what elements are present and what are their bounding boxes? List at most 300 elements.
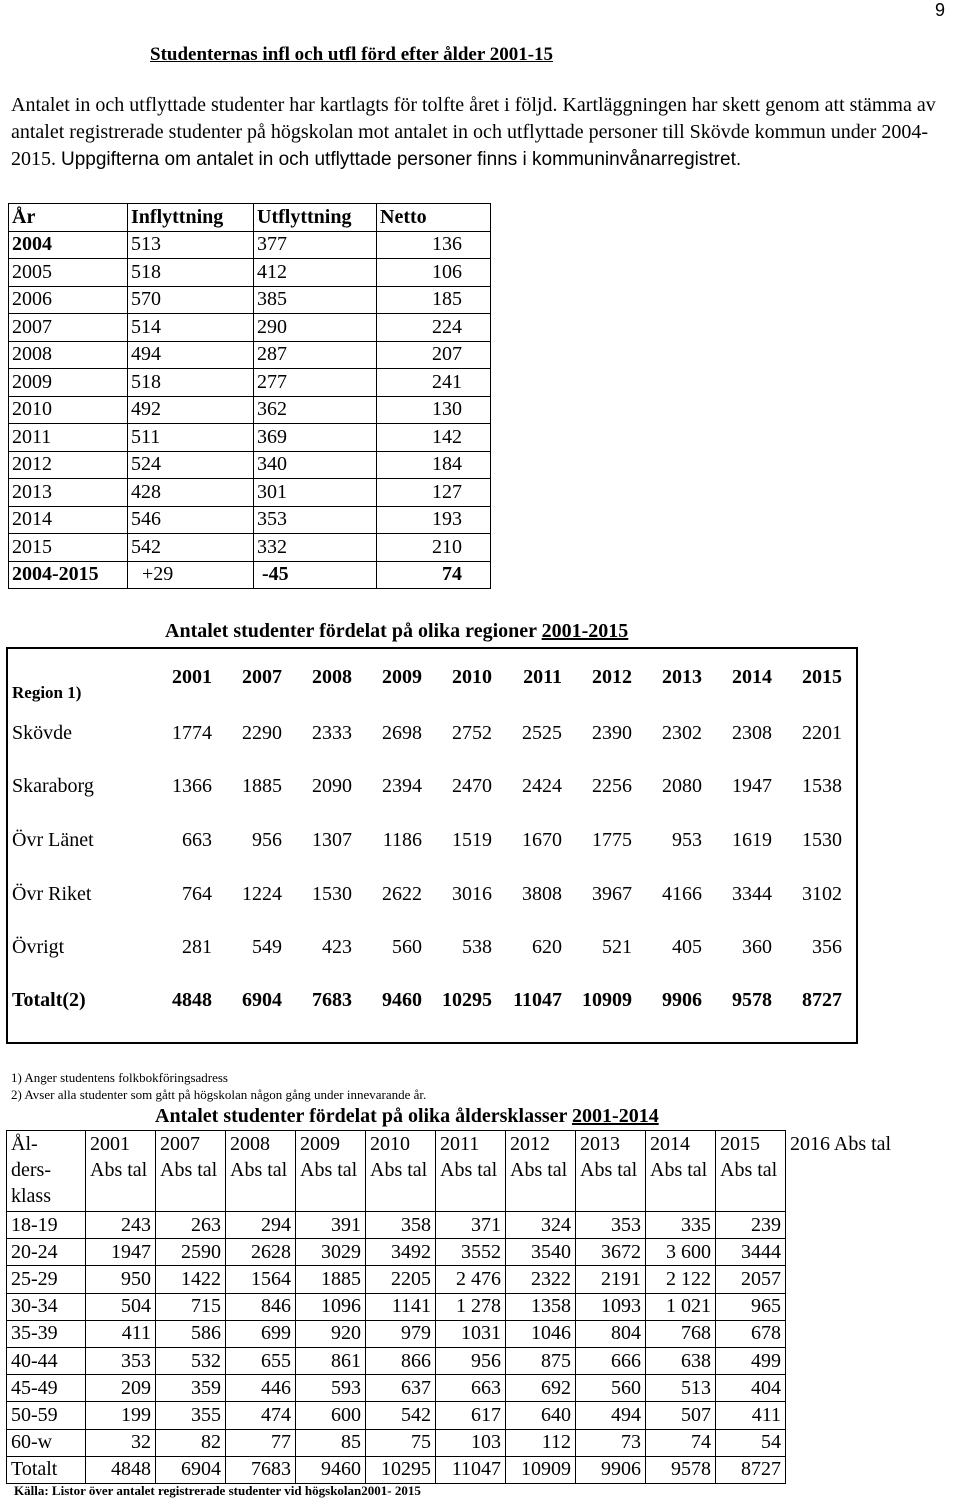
value-cell: 2390 bbox=[592, 721, 632, 744]
value-cell: 277 bbox=[254, 369, 377, 397]
value-cell: 353 bbox=[254, 506, 377, 534]
value-cell: 1 278 bbox=[436, 1293, 506, 1320]
value-cell: 405 bbox=[672, 936, 702, 959]
year-header: 2015 bbox=[802, 666, 842, 689]
value-cell: 538 bbox=[462, 936, 492, 959]
value-cell: 2752 bbox=[452, 721, 492, 744]
table-row bbox=[7, 1347, 896, 1374]
value-cell: 404 bbox=[716, 1375, 786, 1402]
year-header: 2008 Abs tal bbox=[226, 1131, 296, 1212]
value-cell: 1366 bbox=[172, 775, 212, 798]
table-row bbox=[7, 1402, 896, 1429]
value-cell: 287 bbox=[254, 341, 377, 369]
value-cell: 356 bbox=[812, 936, 842, 959]
region-label-header: Region 1) bbox=[12, 682, 82, 702]
year-header: 2013 Abs tal bbox=[576, 1131, 646, 1212]
age-class-header: Ål- ders- klass bbox=[7, 1131, 86, 1212]
year-cell: 2008 bbox=[9, 341, 128, 369]
empty-cell bbox=[786, 1239, 896, 1266]
intro-paragraph bbox=[11, 92, 951, 173]
table-row bbox=[7, 707, 857, 761]
column-header: Utflyttning bbox=[254, 204, 377, 232]
value-cell: 492 bbox=[128, 396, 254, 424]
value-cell: 2525 bbox=[522, 721, 562, 744]
intro-text-register: Uppgifterna om antalet in och utflyttade personer finns i kommuninvånarregistret. bbox=[61, 149, 742, 170]
value-cell: 75 bbox=[366, 1429, 436, 1456]
value-cell: 956 bbox=[436, 1347, 506, 1374]
value-cell: 2394 bbox=[382, 775, 422, 798]
total-cell: 4848 bbox=[172, 988, 212, 1011]
table-row bbox=[9, 231, 491, 259]
value-cell: 600 bbox=[296, 1402, 366, 1429]
value-cell: 193 bbox=[377, 506, 491, 534]
value-cell: 142 bbox=[377, 424, 491, 452]
value-cell: 4848 bbox=[86, 1456, 156, 1483]
value-cell: 1885 bbox=[296, 1266, 366, 1293]
total-cell: 9906 bbox=[662, 988, 702, 1011]
total-cell: 11047 bbox=[513, 988, 562, 1011]
value-cell: 507 bbox=[646, 1402, 716, 1429]
value-cell: 243 bbox=[86, 1212, 156, 1239]
year-header: 2009 bbox=[382, 666, 422, 689]
table-row bbox=[7, 1320, 896, 1347]
empty-cell bbox=[786, 1375, 896, 1402]
value-cell: 281 bbox=[182, 936, 212, 959]
year-cell: 2004 bbox=[9, 231, 128, 259]
column-header: År bbox=[9, 204, 128, 232]
value-cell: 74 bbox=[646, 1429, 716, 1456]
value-cell: 513 bbox=[646, 1375, 716, 1402]
value-cell: 542 bbox=[366, 1402, 436, 1429]
value-cell: 514 bbox=[128, 314, 254, 342]
value-cell: 1775 bbox=[592, 829, 632, 852]
value-cell: 3344 bbox=[732, 882, 772, 905]
value-cell: 2191 bbox=[576, 1266, 646, 1293]
year-header: 2008 bbox=[312, 666, 352, 689]
table-row bbox=[9, 506, 491, 534]
value-cell: 199 bbox=[86, 1402, 156, 1429]
value-cell: 513 bbox=[128, 231, 254, 259]
value-cell: 1564 bbox=[226, 1266, 296, 1293]
value-cell: 332 bbox=[254, 534, 377, 562]
year-header: 2010 Abs tal bbox=[366, 1131, 436, 1212]
value-cell: 1619 bbox=[732, 829, 772, 852]
value-cell: 82 bbox=[156, 1429, 226, 1456]
value-cell: 521 bbox=[602, 936, 632, 959]
value-cell: 184 bbox=[377, 451, 491, 479]
value-cell: 2090 bbox=[312, 775, 352, 798]
value-cell: 77 bbox=[226, 1429, 296, 1456]
value-cell: 2 122 bbox=[646, 1266, 716, 1293]
table-row bbox=[9, 314, 491, 342]
year-cell: 2007 bbox=[9, 314, 128, 342]
value-cell: 953 bbox=[672, 829, 702, 852]
value-cell: 804 bbox=[576, 1320, 646, 1347]
value-cell: 715 bbox=[156, 1293, 226, 1320]
year-header: 2010 bbox=[452, 666, 492, 689]
footnote-1: 1) Anger studentens folkbokföringsadress bbox=[11, 1070, 228, 1085]
value-cell: 73 bbox=[576, 1429, 646, 1456]
table-row bbox=[7, 1293, 896, 1320]
total-cell: 10295 bbox=[442, 988, 492, 1011]
value-cell: 9460 bbox=[296, 1456, 366, 1483]
value-cell: 593 bbox=[296, 1375, 366, 1402]
value-cell: 1670 bbox=[522, 829, 562, 852]
age-class-label: 30-34 bbox=[7, 1293, 86, 1320]
total-cell: 9578 bbox=[732, 988, 772, 1011]
value-cell: 10295 bbox=[366, 1456, 436, 1483]
value-cell: 2201 bbox=[802, 721, 842, 744]
value-cell: 3 600 bbox=[646, 1239, 716, 1266]
value-cell: 7683 bbox=[226, 1456, 296, 1483]
value-cell: 136 bbox=[377, 231, 491, 259]
value-cell: 560 bbox=[392, 936, 422, 959]
value-cell: 920 bbox=[296, 1320, 366, 1347]
value-cell: 570 bbox=[128, 286, 254, 314]
value-cell: 112 bbox=[506, 1429, 576, 1456]
value-cell: 11047 bbox=[436, 1456, 506, 1483]
region-heading-years: 2001-2015 bbox=[541, 620, 629, 642]
value-cell: 3102 bbox=[802, 882, 842, 905]
total-row bbox=[9, 561, 491, 589]
year-header: 2001 Abs tal bbox=[86, 1131, 156, 1212]
value-cell: 428 bbox=[128, 479, 254, 507]
region-label: Övrigt bbox=[12, 936, 65, 959]
value-cell: 494 bbox=[128, 341, 254, 369]
empty-cell bbox=[786, 1266, 896, 1293]
value-cell: 335 bbox=[646, 1212, 716, 1239]
value-cell: 1358 bbox=[506, 1293, 576, 1320]
value-cell: 358 bbox=[366, 1212, 436, 1239]
empty-cell bbox=[786, 1293, 896, 1320]
value-cell: 2080 bbox=[662, 775, 702, 798]
value-cell: 549 bbox=[252, 936, 282, 959]
age-class-label: 60-w bbox=[7, 1429, 86, 1456]
value-cell: 3444 bbox=[716, 1239, 786, 1266]
value-cell: 1519 bbox=[452, 829, 492, 852]
value-cell: 1885 bbox=[242, 775, 282, 798]
value-cell: 875 bbox=[506, 1347, 576, 1374]
value-cell: 290 bbox=[254, 314, 377, 342]
value-cell: 518 bbox=[128, 259, 254, 287]
value-cell: 950 bbox=[86, 1266, 156, 1293]
value-cell: 866 bbox=[366, 1347, 436, 1374]
table-row bbox=[9, 451, 491, 479]
table-row bbox=[7, 814, 857, 868]
table-row bbox=[7, 867, 857, 921]
age-heading-years: 2001-2014 bbox=[572, 1105, 659, 1127]
value-cell: 499 bbox=[716, 1347, 786, 1374]
value-cell: 699 bbox=[226, 1320, 296, 1347]
value-cell: 239 bbox=[716, 1212, 786, 1239]
source-note: Källa: Listor över antalet registrerade studenter vid högskolan2001- 2015 bbox=[14, 1483, 421, 1498]
value-cell: 560 bbox=[576, 1375, 646, 1402]
total-cell: 9460 bbox=[382, 988, 422, 1011]
region-heading bbox=[165, 620, 628, 643]
total-cell: -45 bbox=[254, 561, 377, 589]
value-cell: 3029 bbox=[296, 1239, 366, 1266]
value-cell: 692 bbox=[506, 1375, 576, 1402]
value-cell: 617 bbox=[436, 1402, 506, 1429]
year-header: 2015 Abs tal bbox=[716, 1131, 786, 1212]
year-cell: 2010 bbox=[9, 396, 128, 424]
value-cell: 1186 bbox=[382, 829, 422, 852]
table-row bbox=[9, 259, 491, 287]
value-cell: 1 021 bbox=[646, 1293, 716, 1320]
table-row bbox=[9, 369, 491, 397]
page-number: 9 bbox=[935, 0, 946, 20]
value-cell: 1141 bbox=[366, 1293, 436, 1320]
table-row bbox=[7, 760, 857, 814]
value-cell: 518 bbox=[128, 369, 254, 397]
year-cell: 2011 bbox=[9, 424, 128, 452]
year-cell: 2012 bbox=[9, 451, 128, 479]
value-cell: 1422 bbox=[156, 1266, 226, 1293]
value-cell: 620 bbox=[532, 936, 562, 959]
value-cell: 2256 bbox=[592, 775, 632, 798]
value-cell: 2590 bbox=[156, 1239, 226, 1266]
value-cell: 2470 bbox=[452, 775, 492, 798]
value-cell: 2 476 bbox=[436, 1266, 506, 1293]
migration-table bbox=[8, 203, 491, 589]
table-row bbox=[9, 424, 491, 452]
age-heading-text: Antalet studenter fördelat på olika åldersklasser bbox=[155, 1105, 568, 1127]
value-cell: 2057 bbox=[716, 1266, 786, 1293]
value-cell: 423 bbox=[322, 936, 352, 959]
total-cell: 7683 bbox=[312, 988, 352, 1011]
value-cell: 861 bbox=[296, 1347, 366, 1374]
column-header: Netto bbox=[377, 204, 491, 232]
value-cell: 666 bbox=[576, 1347, 646, 1374]
value-cell: 663 bbox=[182, 829, 212, 852]
year-header: 2013 bbox=[662, 666, 702, 689]
value-cell: 2424 bbox=[522, 775, 562, 798]
header-row bbox=[9, 204, 491, 232]
value-cell: 371 bbox=[436, 1212, 506, 1239]
empty-cell bbox=[786, 1402, 896, 1429]
table-row bbox=[7, 1212, 896, 1239]
value-cell: 263 bbox=[156, 1212, 226, 1239]
value-cell: 586 bbox=[156, 1320, 226, 1347]
value-cell: 965 bbox=[716, 1293, 786, 1320]
value-cell: 2302 bbox=[662, 721, 702, 744]
value-cell: 130 bbox=[377, 396, 491, 424]
region-label: Övr Länet bbox=[12, 829, 94, 852]
value-cell: 1093 bbox=[576, 1293, 646, 1320]
total-row bbox=[7, 975, 857, 1044]
value-cell: 301 bbox=[254, 479, 377, 507]
year-cell: 2005 bbox=[9, 259, 128, 287]
value-cell: 340 bbox=[254, 451, 377, 479]
value-cell: 2698 bbox=[382, 721, 422, 744]
region-label: Skaraborg bbox=[12, 775, 94, 798]
year-header: 2007 bbox=[242, 666, 282, 689]
year-header: 2014 bbox=[732, 666, 772, 689]
value-cell: 411 bbox=[716, 1402, 786, 1429]
table-row bbox=[7, 1456, 896, 1483]
age-class-label: 50-59 bbox=[7, 1402, 86, 1429]
table-row bbox=[7, 1266, 896, 1293]
year-header: 2011 Abs tal bbox=[436, 1131, 506, 1212]
value-cell: 504 bbox=[86, 1293, 156, 1320]
value-cell: 224 bbox=[377, 314, 491, 342]
value-cell: 474 bbox=[226, 1402, 296, 1429]
age-class-label: 45-49 bbox=[7, 1375, 86, 1402]
value-cell: 241 bbox=[377, 369, 491, 397]
age-class-label: 40-44 bbox=[7, 1347, 86, 1374]
value-cell: 655 bbox=[226, 1347, 296, 1374]
value-cell: 2205 bbox=[366, 1266, 436, 1293]
value-cell: 8727 bbox=[716, 1456, 786, 1483]
value-cell: 640 bbox=[506, 1402, 576, 1429]
year-cell: 2014 bbox=[9, 506, 128, 534]
year-header: 2009 Abs tal bbox=[296, 1131, 366, 1212]
age-class-label: Totalt bbox=[7, 1456, 86, 1483]
value-cell: 678 bbox=[716, 1320, 786, 1347]
total-cell: 6904 bbox=[242, 988, 282, 1011]
value-cell: 360 bbox=[742, 936, 772, 959]
year-cell: 2013 bbox=[9, 479, 128, 507]
total-cell: 2004-2015 bbox=[9, 561, 128, 589]
value-cell: 846 bbox=[226, 1293, 296, 1320]
value-cell: 294 bbox=[226, 1212, 296, 1239]
year-header: 2001 bbox=[172, 666, 212, 689]
value-cell: 979 bbox=[366, 1320, 436, 1347]
value-cell: 2622 bbox=[382, 882, 422, 905]
value-cell: 54 bbox=[716, 1429, 786, 1456]
value-cell: 6904 bbox=[156, 1456, 226, 1483]
table-row bbox=[7, 921, 857, 975]
value-cell: 369 bbox=[254, 424, 377, 452]
value-cell: 1947 bbox=[86, 1239, 156, 1266]
value-cell: 1031 bbox=[436, 1320, 506, 1347]
total-cell: +29 bbox=[128, 561, 254, 589]
value-cell: 768 bbox=[646, 1320, 716, 1347]
empty-cell bbox=[786, 1347, 896, 1374]
value-cell: 207 bbox=[377, 341, 491, 369]
value-cell: 1096 bbox=[296, 1293, 366, 1320]
total-cell: 10909 bbox=[582, 988, 632, 1011]
value-cell: 32 bbox=[86, 1429, 156, 1456]
value-cell: 1224 bbox=[242, 882, 282, 905]
value-cell: 3808 bbox=[522, 882, 562, 905]
empty-cell bbox=[786, 1429, 896, 1456]
year-cell: 2015 bbox=[9, 534, 128, 562]
empty-cell bbox=[786, 1320, 896, 1347]
region-label: Skövde bbox=[12, 721, 72, 744]
table-row bbox=[7, 1239, 896, 1266]
value-cell: 2333 bbox=[312, 721, 352, 744]
value-cell: 391 bbox=[296, 1212, 366, 1239]
value-cell: 1538 bbox=[802, 775, 842, 798]
age-heading bbox=[155, 1105, 659, 1128]
value-cell: 10909 bbox=[506, 1456, 576, 1483]
year-header: 2014 Abs tal bbox=[646, 1131, 716, 1212]
value-cell: 3672 bbox=[576, 1239, 646, 1266]
age-class-label: 18-19 bbox=[7, 1212, 86, 1239]
value-cell: 103 bbox=[436, 1429, 506, 1456]
value-cell: 9578 bbox=[646, 1456, 716, 1483]
region-heading-text: Antalet studenter fördelat på olika regioner bbox=[165, 620, 537, 642]
value-cell: 324 bbox=[506, 1212, 576, 1239]
value-cell: 210 bbox=[377, 534, 491, 562]
column-header: Inflyttning bbox=[128, 204, 254, 232]
region-label: Övr Riket bbox=[12, 882, 92, 905]
value-cell: 2290 bbox=[242, 721, 282, 744]
value-cell: 185 bbox=[377, 286, 491, 314]
year-header: 2011 bbox=[523, 666, 562, 689]
value-cell: 1774 bbox=[172, 721, 212, 744]
empty-cell bbox=[786, 1212, 896, 1239]
value-cell: 4166 bbox=[662, 882, 702, 905]
table-row bbox=[9, 396, 491, 424]
year-header: 2007 Abs tal bbox=[156, 1131, 226, 1212]
table-row bbox=[9, 341, 491, 369]
value-cell: 3967 bbox=[592, 882, 632, 905]
year-header: 2012 bbox=[592, 666, 632, 689]
value-cell: 9906 bbox=[576, 1456, 646, 1483]
table-row bbox=[7, 1375, 896, 1402]
value-cell: 542 bbox=[128, 534, 254, 562]
value-cell: 524 bbox=[128, 451, 254, 479]
value-cell: 532 bbox=[156, 1347, 226, 1374]
value-cell: 1530 bbox=[802, 829, 842, 852]
footnote-2: 2) Avser alla studenter som gått på högskolan någon gång under innevarande år. bbox=[11, 1087, 427, 1102]
age-class-label: 20-24 bbox=[7, 1239, 86, 1266]
value-cell: 3016 bbox=[452, 882, 492, 905]
value-cell: 494 bbox=[576, 1402, 646, 1429]
region-table bbox=[6, 647, 858, 1044]
value-cell: 1947 bbox=[732, 775, 772, 798]
value-cell: 412 bbox=[254, 259, 377, 287]
value-cell: 362 bbox=[254, 396, 377, 424]
value-cell: 956 bbox=[252, 829, 282, 852]
value-cell: 446 bbox=[226, 1375, 296, 1402]
value-cell: 511 bbox=[128, 424, 254, 452]
header-row bbox=[7, 648, 857, 707]
age-class-label: 25-29 bbox=[7, 1266, 86, 1293]
year-header: 2012 Abs tal bbox=[506, 1131, 576, 1212]
value-cell: 85 bbox=[296, 1429, 366, 1456]
value-cell: 411 bbox=[86, 1320, 156, 1347]
value-cell: 127 bbox=[377, 479, 491, 507]
value-cell: 663 bbox=[436, 1375, 506, 1402]
total-cell: 8727 bbox=[802, 988, 842, 1011]
age-class-label: 35-39 bbox=[7, 1320, 86, 1347]
year-cell: 2006 bbox=[9, 286, 128, 314]
year-header-extra: 2016 Abs tal bbox=[790, 1132, 892, 1155]
value-cell: 637 bbox=[366, 1375, 436, 1402]
total-cell: 74 bbox=[377, 561, 491, 589]
value-cell: 377 bbox=[254, 231, 377, 259]
header-row bbox=[7, 1131, 896, 1212]
intro-text: Antalet in och utflyttade studenter har kartlagts för tolfte året i följd. Kartläggningen har skett genom att stämma av antalet registrerade studenter på högskolan mot antalet in och utflyttade personer till Skövde kommun under 2004-2015. bbox=[11, 94, 936, 170]
table-row bbox=[9, 534, 491, 562]
page-heading: Studenternas infl och utfl förd efter ålder 2001-15 bbox=[150, 44, 554, 65]
region-label: Totalt(2) bbox=[12, 988, 86, 1011]
value-cell: 1530 bbox=[312, 882, 352, 905]
empty-cell bbox=[786, 1456, 896, 1483]
value-cell: 3492 bbox=[366, 1239, 436, 1266]
value-cell: 2308 bbox=[732, 721, 772, 744]
value-cell: 764 bbox=[182, 882, 212, 905]
value-cell: 546 bbox=[128, 506, 254, 534]
value-cell: 3540 bbox=[506, 1239, 576, 1266]
table-row bbox=[9, 286, 491, 314]
value-cell: 355 bbox=[156, 1402, 226, 1429]
value-cell: 1046 bbox=[506, 1320, 576, 1347]
age-table bbox=[6, 1130, 896, 1484]
